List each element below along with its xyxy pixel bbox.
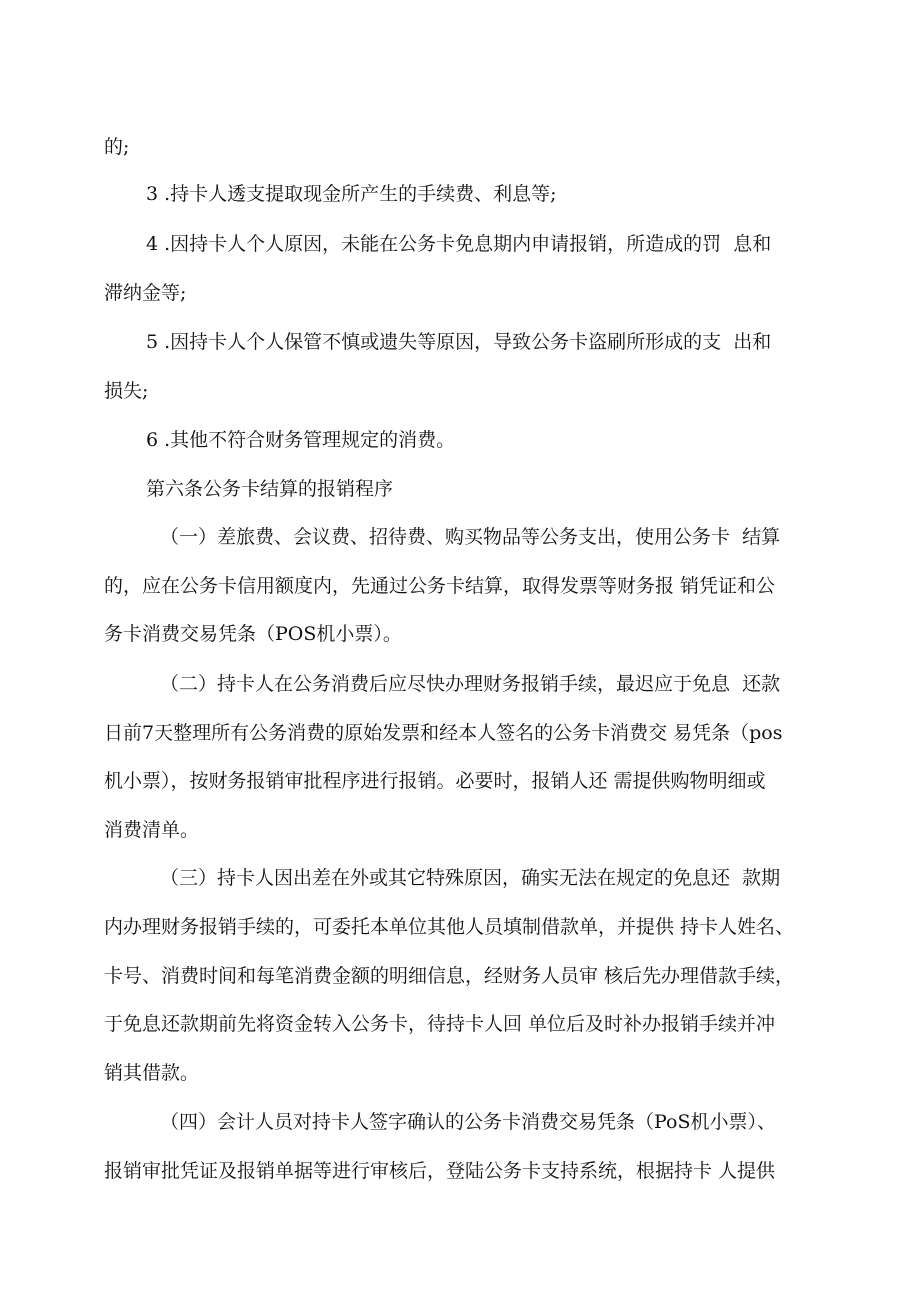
text-line-20: 销其借款。 (104, 1062, 200, 1084)
text-line-12: （二）持卡人在公务消费后应尽快办理财务报销手续，最迟应于免息 还款 (160, 673, 781, 695)
section-heading: 第六条公务卡结算的报销程序 (146, 478, 394, 500)
text-line-4: 滞纳金等; (104, 282, 187, 304)
text-line-10: 的，应在公务卡信用额度内，先通过公务卡结算，取得发票等财务报 销凭证和公 (104, 575, 776, 597)
text-line-14: 机小票），按财务报销审批程序进行报销。必要时，报销人还 需提供购物明细或 (104, 770, 766, 792)
text-line-9: （一）差旅费、会议费、招待费、购买物品等公务支出，使用公务卡 结算 (160, 526, 781, 548)
text-line-1: 的; (104, 136, 130, 158)
text-line-7: 6 .其他不符合财务管理规定的消费。 (146, 429, 456, 451)
text-line-21: （四）会计人员对持卡人签字确认的公务卡消费交易凭条（PoS机小票）、 (160, 1111, 776, 1133)
text-line-15: 消费清单。 (104, 819, 200, 841)
text-line-19: 于免息还款期前先将资金转入公务卡，待持卡人回 单位后及时补办报销手续并冲 (104, 1013, 776, 1035)
text-line-5: 5 .因持卡人个人保管不慎或遗失等原因，导致公务卡盗刷所形成的支 出和 (146, 331, 772, 353)
text-line-17: 内办理财务报销手续的，可委托本单位其他人员填制借款单，并提供 持卡人姓名、 (104, 916, 795, 938)
text-line-6: 损失; (104, 380, 149, 402)
text-line-11: 务卡消费交易凭条（POS机小票）。 (104, 623, 402, 645)
text-line-3: 4 .因持卡人个人原因，未能在公务卡免息期内申请报销，所造成的罚 息和 (146, 233, 772, 255)
text-line-2: 3 .持卡人透支提取现金所产生的手续费、利息等; (146, 183, 557, 205)
text-line-18: 卡号、消费时间和每笔消费金额的明细信息，经财务人员审 核后先办理借款手续， (104, 965, 795, 987)
text-line-16: （三）持卡人因出差在外或其它特殊原因，确实无法在规定的免息还 款期 (160, 867, 781, 889)
text-line-13: 日前7天整理所有公务消费的原始发票和经本人签名的公务卡消费交 易凭条（pos (104, 722, 783, 744)
text-line-22: 报销审批凭证及报销单据等进行审核后，登陆公务卡支持系统，根据持卡 人提供 (104, 1160, 776, 1182)
